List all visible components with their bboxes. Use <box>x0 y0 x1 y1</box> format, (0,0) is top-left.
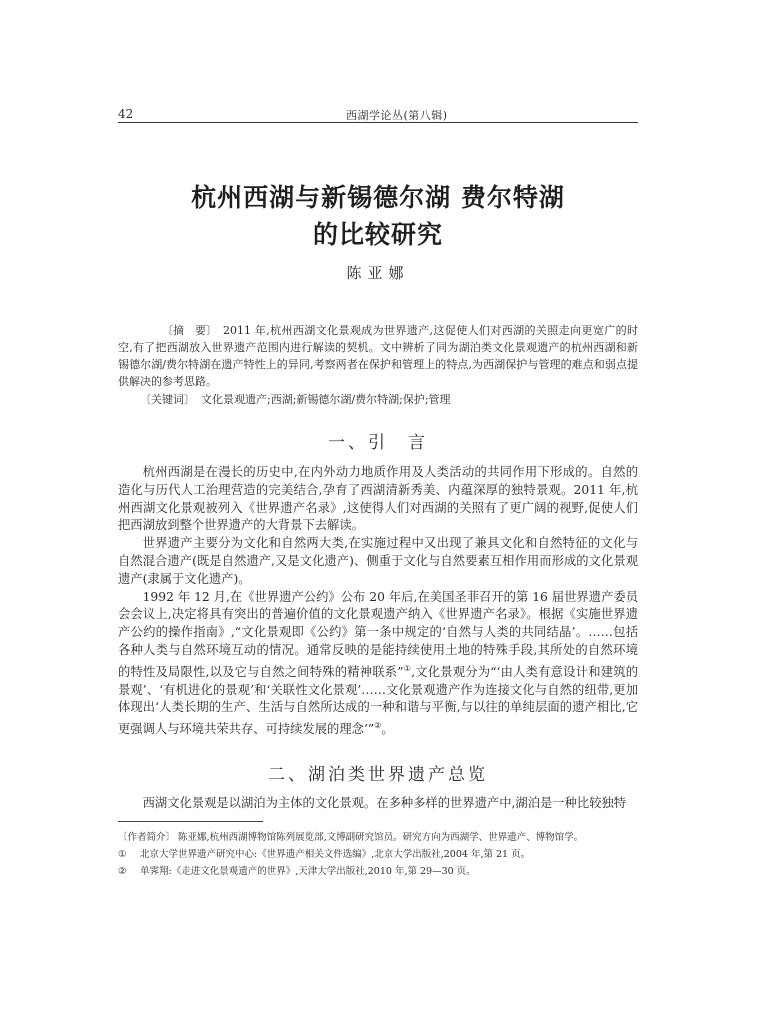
paragraph-3-part-a: 1992 年 12 月,在《世界遗产公约》公布 20 年后,在美国圣菲召开的第 16 届世界遗产委员会会议上,决定将具有突出的普遍价值的文化景观遗产纳入《世界遗产名录》。根据《实施世界遗产公约的操作指南》,“文化景观即《公约》第一条中规定的‘自然与人类的共同结晶’。……包括各种人类与自然环境互动的情况。通常反映的是能持续使用土地的特殊手段,其所处的自然环境的特性及局限性,以及它与自然之间特殊的精神联系” <box>118 589 638 679</box>
author-bio-text: 陈亚娜,杭州西湖博物馆陈列展览部,文博副研究馆员。研究方向为西湖学、世界遗产、博物馆学。 <box>178 832 584 843</box>
keywords-text: 文化景观遗产;西湖;新锡德尔湖/费尔特湖;保护;管理 <box>201 393 451 406</box>
paragraph-1: 杭州西湖是在漫长的历史中,在内外动力地质作用及人类活动的共同作用下形成的。自然的造化与历代人工治理营造的完美结合,孕育了西湖清新秀美、内蕴深厚的独特景观。2011 年,杭州西湖文化景观被列入《世界遗产名录》,这使得人们对西湖的关照有了更广阔的视野,促使人们把西湖放到整个世界遗产的大背景下去解读。 <box>118 465 638 533</box>
author-bio <box>118 829 638 846</box>
paragraph-3-part-b: ,文化景观分为“‘由人类有意设计和建筑的景观’、‘有机进化的景观’和‘关联性文化景观’……文化景观遗产作为连接文化与自然的纽带,更加体现出‘人类长期的生产、生活与自然所达成的一种和谐与平衡,与以往的单纯层面的遗产相比,它更强调人与环境共荣共存、可持续发展的理念’” <box>118 664 639 737</box>
footnote-ref-1[interactable]: ① <box>403 663 412 673</box>
article-title-line-2: 的比较研究 <box>312 220 443 249</box>
footnote-1-text: 北京大学世界遗产研究中心:《世界遗产相关文件选编》,北京大学出版社,2004 年,第 21 页。 <box>140 849 531 860</box>
footnote-2 <box>118 863 638 880</box>
section-heading-introduction: 一、引 言 <box>328 433 428 453</box>
keywords <box>140 391 638 408</box>
paragraph-2: 世界遗产主要分为文化和自然两大类,在实施过程中又出现了兼具文化和自然特征的文化与自然混合遗产(既是自然遗产,又是文化遗产)、侧重于文化与自然要素互相作用而形成的文化景观遗产(隶属于文化遗产)。 <box>118 536 638 586</box>
article-title-line-1: 杭州西湖与新锡德尔湖 费尔特湖 <box>191 183 565 212</box>
footnotes <box>118 829 638 880</box>
section-heading-lake-heritage: 二、湖泊类世界遗产总览 <box>268 765 488 785</box>
abstract <box>118 322 638 390</box>
abstract-tag: 〔摘 要〕 <box>162 324 217 337</box>
page-number: 42 <box>118 107 134 121</box>
footnote-2-mark: ② <box>118 866 127 877</box>
author-bio-tag: 〔作者简介〕 <box>118 832 176 843</box>
introduction-body <box>118 464 638 739</box>
paragraph-3 <box>118 589 638 739</box>
running-head <box>118 107 638 121</box>
footnote-1-mark: ① <box>118 849 127 860</box>
paragraph-3-part-c: 。 <box>381 722 394 737</box>
section-2-body <box>118 795 638 813</box>
footnote-2-text: 单霁翔:《走进文化景观遗产的世界》,天津大学出版社,2010 年,第 29—30 页。 <box>140 866 476 877</box>
paragraph-4: 西湖文化景观是以湖泊为主体的文化景观。在多种多样的世界遗产中,湖泊是一种比较独特 <box>142 796 627 810</box>
header-rule <box>118 122 638 123</box>
abstract-text: 2011 年,杭州西湖文化景观成为世界遗产,这促使人们对西湖的关照走向更宽广的时空,有了把西湖放入世界遗产范围内进行解读的契机。文中辨析了同为湖泊类文化景观遗产的杭州西湖和新锡德尔湖/费尔特湖在遗产特性上的异同,考察两者在保护和管理上的特点,为西湖保护与管理的难点和弱点提供解决的参考思路。 <box>118 324 638 388</box>
journal-title: 西湖学论丛(第八辑) <box>346 109 448 122</box>
footnote-1 <box>118 846 638 863</box>
footnote-ref-2[interactable]: ② <box>374 721 382 731</box>
footnote-rule <box>118 821 263 822</box>
keywords-tag: 〔关键词〕 <box>140 393 195 406</box>
author-name: 陈亚娜 <box>346 264 410 282</box>
